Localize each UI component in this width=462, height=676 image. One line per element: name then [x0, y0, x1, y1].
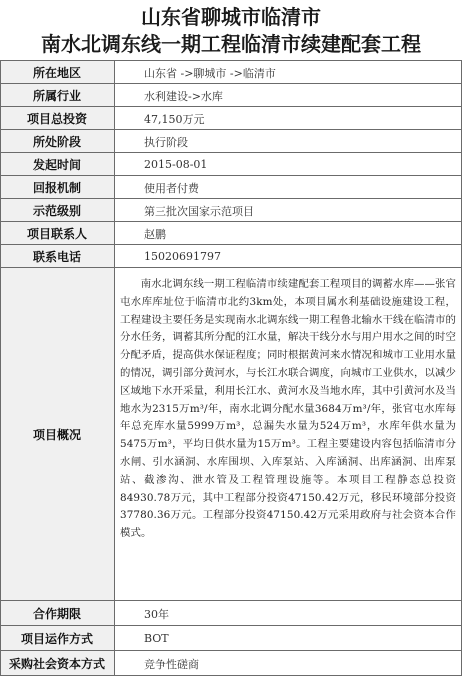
page-title-project: 南水北调东线一期工程临清市续建配套工程	[41, 32, 421, 56]
row-value: 执行阶段	[144, 135, 188, 149]
table-row-procurement-method	[0, 650, 462, 676]
row-value: 2015-08-01	[144, 158, 208, 171]
table-row-demo-level	[0, 198, 462, 222]
row-value: 47,150万元	[144, 112, 205, 126]
row-label: 所属行业	[0, 84, 115, 107]
table-row-overview	[0, 267, 462, 601]
table-row-stage	[0, 129, 462, 153]
row-value: 山东省 ->聊城市 ->临清市	[144, 66, 276, 80]
row-label: 所在地区	[0, 61, 115, 84]
row-value: 赵鹏	[144, 227, 166, 241]
row-value: 15020691797	[144, 250, 221, 263]
row-label: 项目联系人	[0, 222, 115, 245]
row-label: 示范级别	[0, 199, 115, 222]
table-row-return-mechanism	[0, 175, 462, 199]
row-value: 使用者付费	[144, 181, 199, 195]
row-value: 水利建设->水库	[144, 89, 223, 103]
row-label: 发起时间	[0, 153, 115, 176]
row-label: 回报机制	[0, 176, 115, 199]
table-row-cooperation-term	[0, 600, 462, 626]
row-value: 竞争性磋商	[144, 657, 199, 671]
project-overview-text: 南水北调东线一期工程临清市续建配套工程项目的调蓄水库——张官屯水库库址位于临清市北约3km处，本项目属水利基础设施建设工程，工程建设主要任务是实现南水北调东线一期工程鲁北输水干线在临清市的分水任务，调蓄其所分配的江水量，解决干线分水与用户用水之间的时空分配矛盾，提高供水保证程度；同时根据黄河来水情况和城市工业用水量的情况，调引部分黄河水，与长江水联合调度，向城市工业供水，以减少区域地下水开采量，利用长江水、黄河水及当地水库，其中引黄河水及当地水为2315万m³/年，南水北调分配水量3684万m³/年，张官屯水库每年总充库水量5999万m³，总漏失水量为524万m³，水库年供水量为5475万m³，平均日供水量为15万m³。工程主要建设内容包括临清市分水闸、引水涵洞、水库围坝、入库泵站、入库涵洞、出库涵洞、出库泵站、截渗沟、泄水管及工程管理设施等。本项目工程静态总投资84930.78万元，其中工程部分投资47150.42万元，移民环境部分投资37780.36万元。工程部分投资47150.42万元采用政府与社会资本合作模式。	[120, 278, 456, 540]
table-row-region	[0, 60, 462, 84]
row-value: BOT	[144, 632, 169, 645]
row-label: 项目概况	[0, 268, 115, 601]
row-label: 采购社会资本方式	[0, 651, 115, 676]
table-row-total-investment	[0, 106, 462, 130]
row-value: 第三批次国家示范项目	[144, 204, 254, 218]
table-row-start-date	[0, 152, 462, 176]
row-value: 30年	[144, 607, 169, 621]
table-row-contact-person	[0, 221, 462, 245]
row-label: 联系电话	[0, 245, 115, 268]
project-info-table	[0, 60, 462, 675]
table-row-industry	[0, 83, 462, 107]
page-title-region: 山东省聊城市临清市	[141, 5, 321, 29]
row-label: 项目总投资	[0, 107, 115, 130]
row-label: 合作期限	[0, 601, 115, 626]
row-label: 所处阶段	[0, 130, 115, 153]
row-label: 项目运作方式	[0, 626, 115, 651]
table-row-operation-mode	[0, 625, 462, 651]
table-row-phone	[0, 244, 462, 268]
